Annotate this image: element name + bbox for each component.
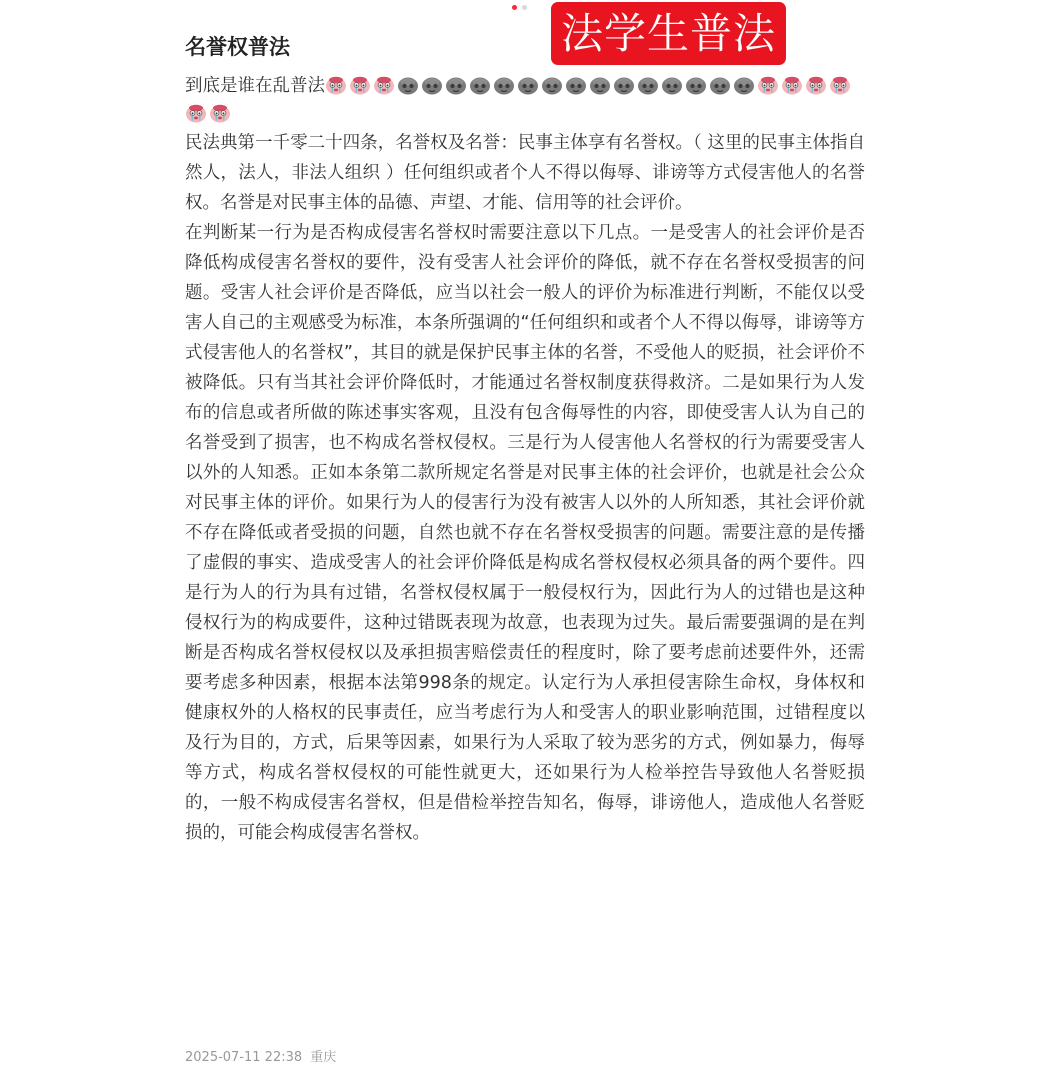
skull-face-icon [469,75,491,95]
image-pager-dots [512,5,527,10]
banner-label: 法学生普法 [551,2,786,65]
note-lead-text: 到底是谁在乱普法 [185,76,325,96]
crying-face-icon [781,75,803,95]
note-meta [185,1046,336,1065]
note-lead-line [185,72,865,128]
skull-face-icon [397,75,419,95]
note-paragraph: 民法典第一千零二十四条，名誉权及名誉：民事主体享有名誉权。（ 这里的民事主体指自然人，法人，非法人组织 ）任何组织或者个人不得以侮辱、诽谤等方式侵害他人的名誉权。名誉是对民事主体的品德、声望、才能、信用等的社会评价。 [185,133,865,213]
crying-face-icon [757,75,779,95]
skull-face-icon [517,75,539,95]
skull-face-icon [421,75,443,95]
skull-face-icon [541,75,563,95]
pager-dot [522,5,527,10]
crying-face-icon [829,75,851,95]
note-location: 重庆 [310,1050,337,1065]
crying-face-icon [209,103,231,123]
crying-face-icon [805,75,827,95]
crying-face-icon [373,75,395,95]
note-date: 2025-07-11 22:38 [185,1050,303,1065]
skull-face-icon [709,75,731,95]
skull-face-icon [733,75,755,95]
skull-face-icon [613,75,635,95]
skull-face-icon [565,75,587,95]
crying-face-icon [325,75,347,95]
crying-face-icon [349,75,371,95]
note-body [185,128,865,848]
skull-face-icon [493,75,515,95]
crying-face-icon [185,103,207,123]
note-title: 名誉权普法 [185,35,290,59]
skull-face-icon [589,75,611,95]
skull-face-icon [445,75,467,95]
skull-face-icon [685,75,707,95]
note-paragraph: 在判断某一行为是否构成侵害名誉权时需要注意以下几点。一是受害人的社会评价是否降低构成侵害名誉权的要件，没有受害人社会评价的降低，就不存在名誉权受损害的问题。受害人社会评价是否降低，应当以社会一般人的评价为标准进行判断，不能仅以受害人自己的主观感受为标准，本条所强调的“任何组织和或者个人不得以侮辱，诽谤等方式侵害他人的名誉权”，其目的就是保护民事主体的名誉，不受他人的贬损，社会评价不被降低。只有当其社会评价降低时，才能通过名誉权制度获得救济。二是如果行为人发布的信息或者所做的陈述事实客观，且没有包含侮辱性的内容，即使受害人认为自己的名誉受到了损害，也不构成名誉权侵权。三是行为人侵害他人名誉权的行为需要受害人以外的人知悉。正如本条第二款所规定名誉是对民事主体的社会评价，也就是社会公众对民事主体的评价。如果行为人的侵害行为没有被害人以外的人所知悉，其社会评价就不存在降低或者受损的问题，自然也就不存在名誉权受损害的问题。需要注意的是传播了虚假的事实、造成受害人的社会评价降低是构成名誉权侵权必须具备的两个要件。四是行为人的行为具有过错，名誉权侵权属于一般侵权行为，因此行为人的过错也是这种侵权行为的构成要件，这种过错既表现为故意，也表现为过失。最后需要强调的是在判断是否构成名誉权侵权以及承担损害赔偿责任的程度时，除了要考虑前述要件外，还需要考虑多种因素，根据本法第998条的规定。认定行为人承担侵害除生命权，身体权和健康权外的人格权的民事责任，应当考虑行为人和受害人的职业影响范围，过错程度以及行为目的，方式，后果等因素，如果行为人采取了较为恶劣的方式，例如暴力，侮辱等方式，构成名誉权侵权的可能性就更大，还如果行为人检举控告导致他人名誉贬损的，一般不构成侵害名誉权，但是借检举控告知名，侮辱，诽谤他人，造成他人名誉贬损的，可能会构成侵害名誉权。 [185,223,865,843]
note-content [185,72,865,848]
pager-dot-active [512,5,517,10]
skull-face-icon [661,75,683,95]
skull-face-icon [637,75,659,95]
